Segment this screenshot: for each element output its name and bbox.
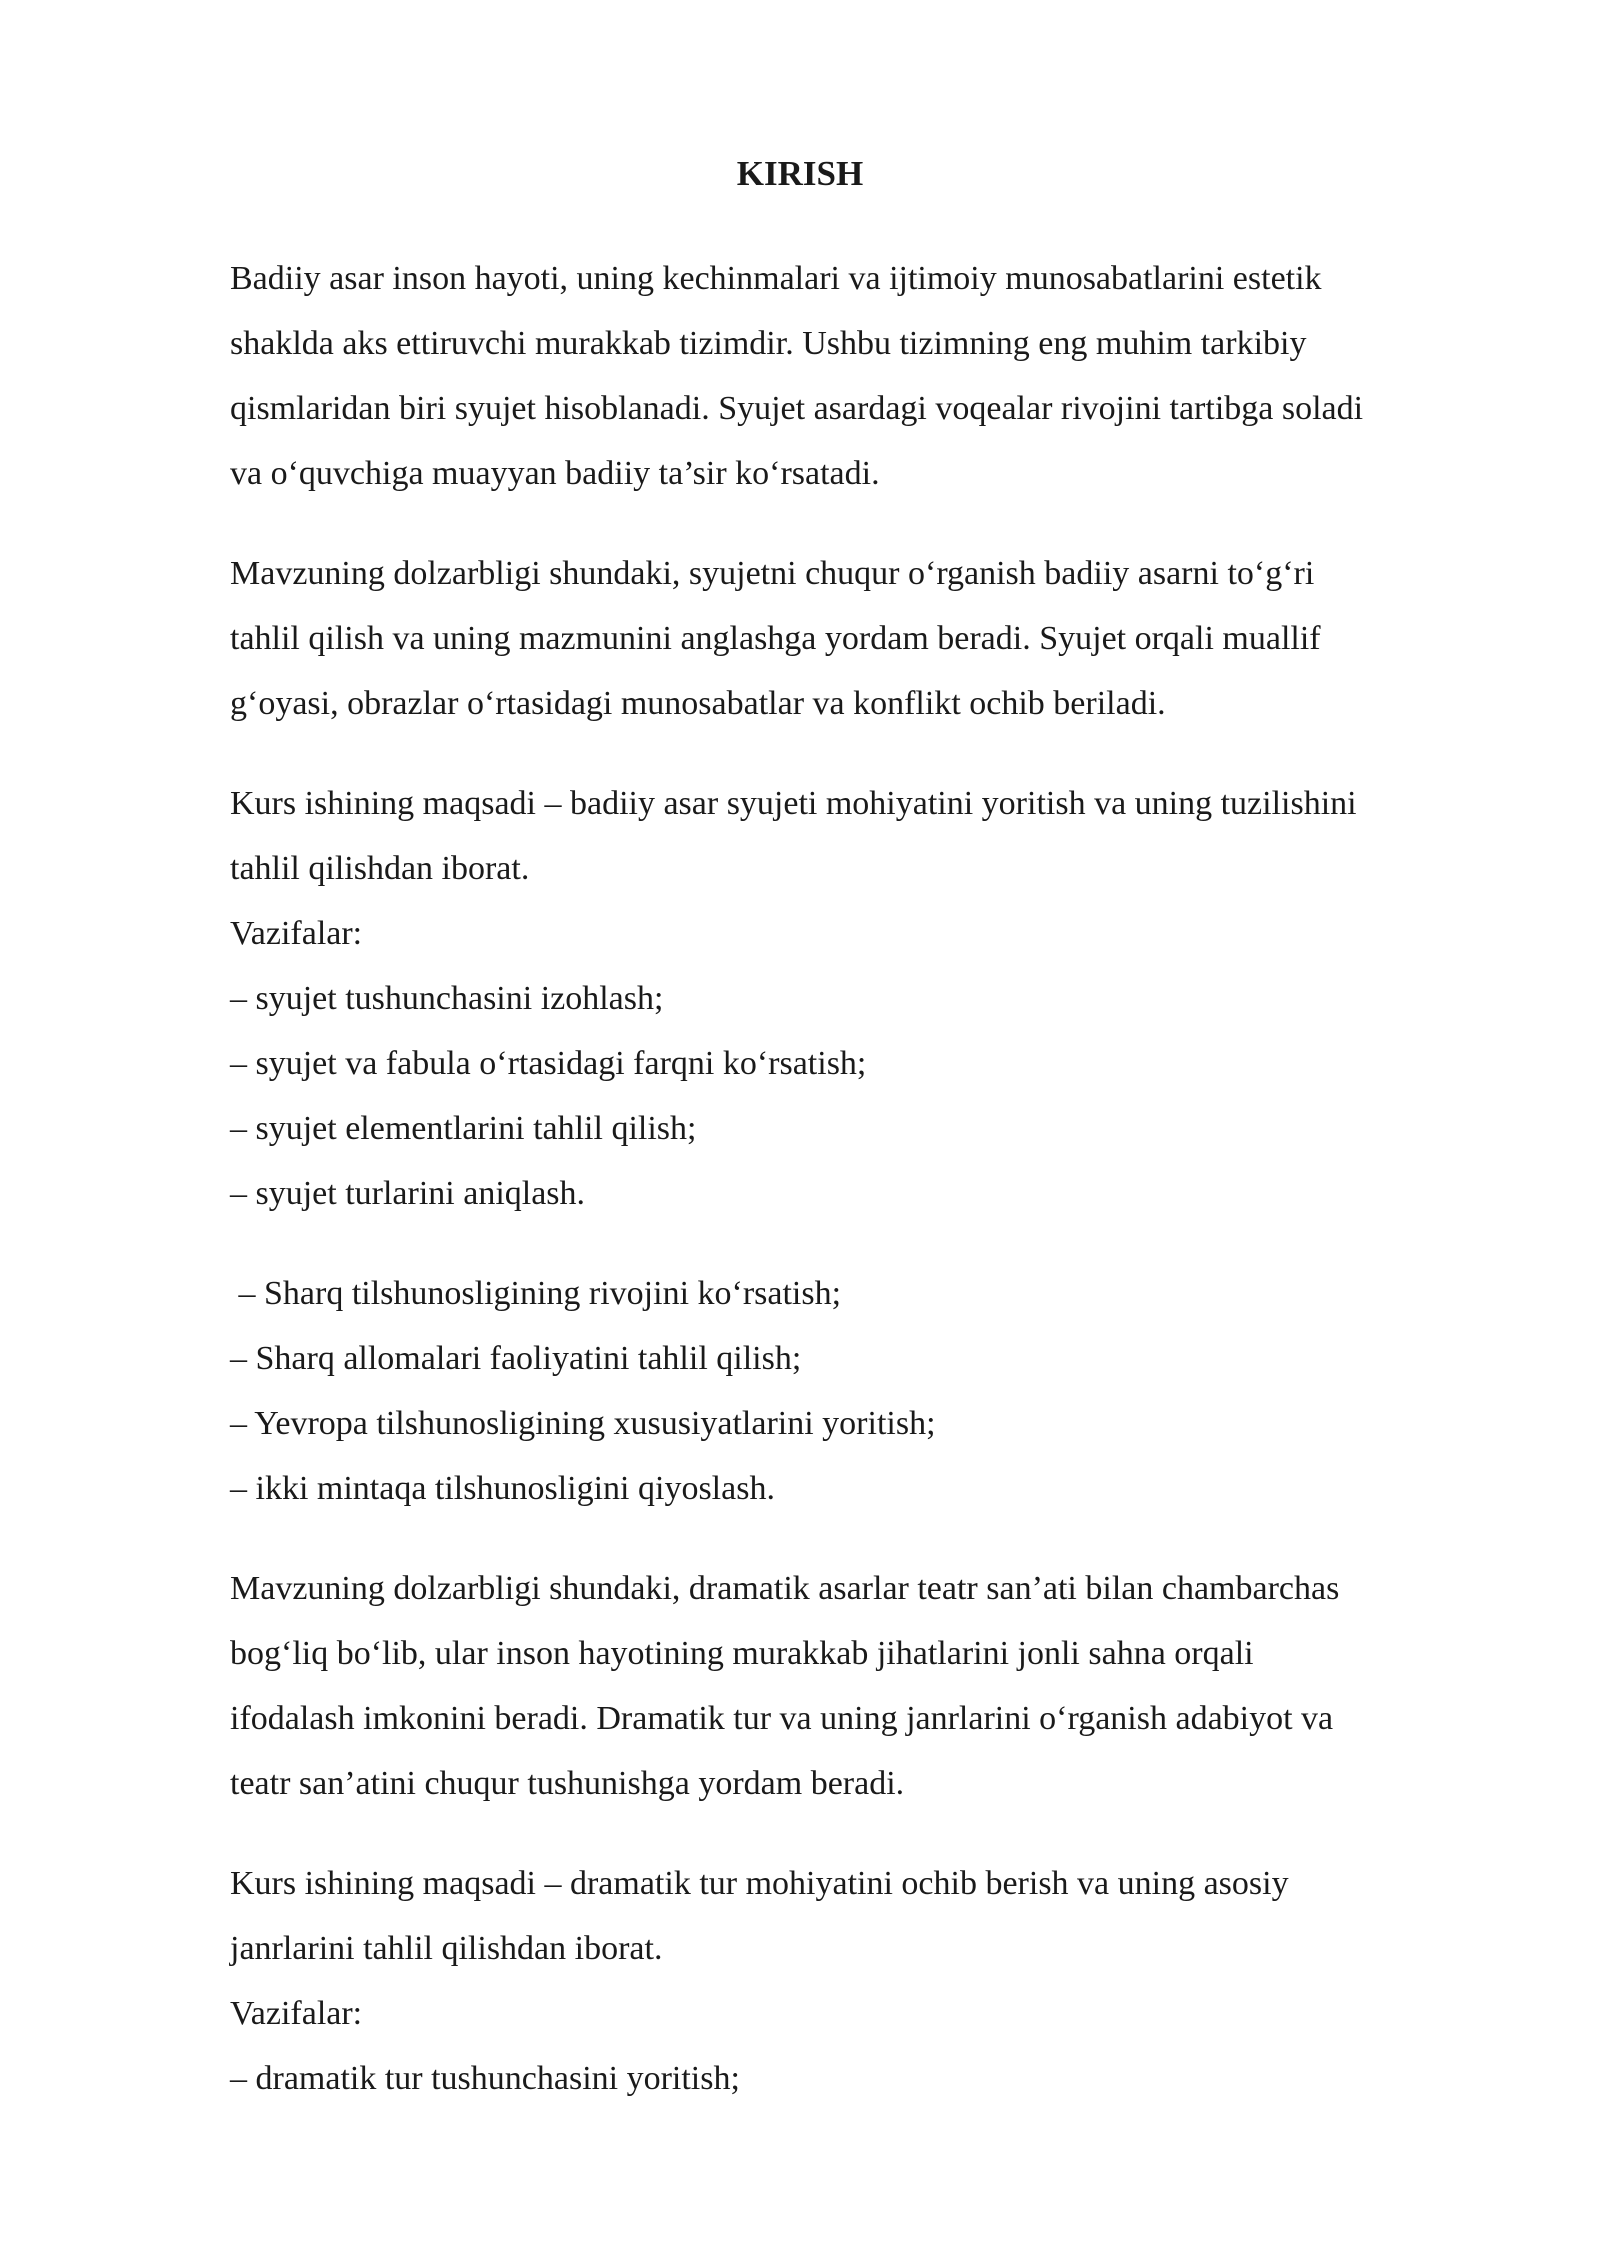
text-line: janrlarini tahlil qilishdan iborat. <box>230 1930 663 1967</box>
list-item: – dramatik tur tushunchasini yoritish; <box>230 2060 740 2097</box>
text-line: va o‘quvchiga muayyan badiiy ta’sir ko‘rsatadi. <box>230 455 880 492</box>
text-line: qismlaridan biri syujet hisoblanadi. Syujet asardagi voqealar rivojini tartibga soladi <box>230 390 1364 427</box>
text-line: ifodalash imkonini beradi. Dramatik tur va uning janrlarini o‘rganish adabiyot va <box>230 1700 1334 1737</box>
page-title: KIRISH <box>736 154 864 193</box>
list-item: – syujet va fabula o‘rtasidagi farqni ko‘rsatish; <box>230 1045 867 1082</box>
text-line: teatr san’atini chuqur tushunishga yordam beradi. <box>230 1765 905 1802</box>
list-item: – syujet turlarini aniqlash. <box>230 1175 586 1212</box>
text-line: Kurs ishining maqsadi – badiiy asar syujeti mohiyatini yoritish va uning tuzilishini <box>230 785 1357 822</box>
list-item: – ikki mintaqa tilshunosligini qiyoslash. <box>230 1470 775 1507</box>
tasks-heading: Vazifalar: <box>230 1995 363 2032</box>
list-item: – syujet tushunchasini izohlash; <box>230 980 664 1017</box>
text-line: tahlil qilishdan iborat. <box>230 850 530 887</box>
tasks-heading: Vazifalar: <box>230 915 363 952</box>
text-line: Badiiy asar inson hayoti, uning kechinmalari va ijtimoiy munosabatlarini estetik <box>230 260 1322 297</box>
list-item: – Sharq allomalari faoliyatini tahlil qilish; <box>230 1340 802 1377</box>
text-line: g‘oyasi, obrazlar o‘rtasidagi munosabatlar va konflikt ochib beriladi. <box>230 685 1166 722</box>
text-line: Mavzuning dolzarbligi shundaki, syujetni chuqur o‘rganish badiiy asarni to‘g‘ri <box>230 555 1315 592</box>
list-item: – Yevropa tilshunosligining xususiyatlarini yoritish; <box>230 1405 936 1442</box>
text-line: shaklda aks ettiruvchi murakkab tizimdir. Ushbu tizimning eng muhim tarkibiy <box>230 325 1307 362</box>
text-line: tahlil qilish va uning mazmunini anglashga yordam beradi. Syujet orqali muallif <box>230 620 1321 657</box>
text-line: Kurs ishining maqsadi – dramatik tur mohiyatini ochib berish va uning asosiy <box>230 1865 1289 1902</box>
list-item: – Sharq tilshunosligining rivojini ko‘rsatish; <box>230 1275 842 1312</box>
text-line: Mavzuning dolzarbligi shundaki, dramatik asarlar teatr san’ati bilan chambarchas <box>230 1570 1340 1607</box>
list-item: – syujet elementlarini tahlil qilish; <box>230 1110 697 1147</box>
text-line: bog‘liq bo‘lib, ular inson hayotining murakkab jihatlarini jonli sahna orqali <box>230 1635 1254 1672</box>
